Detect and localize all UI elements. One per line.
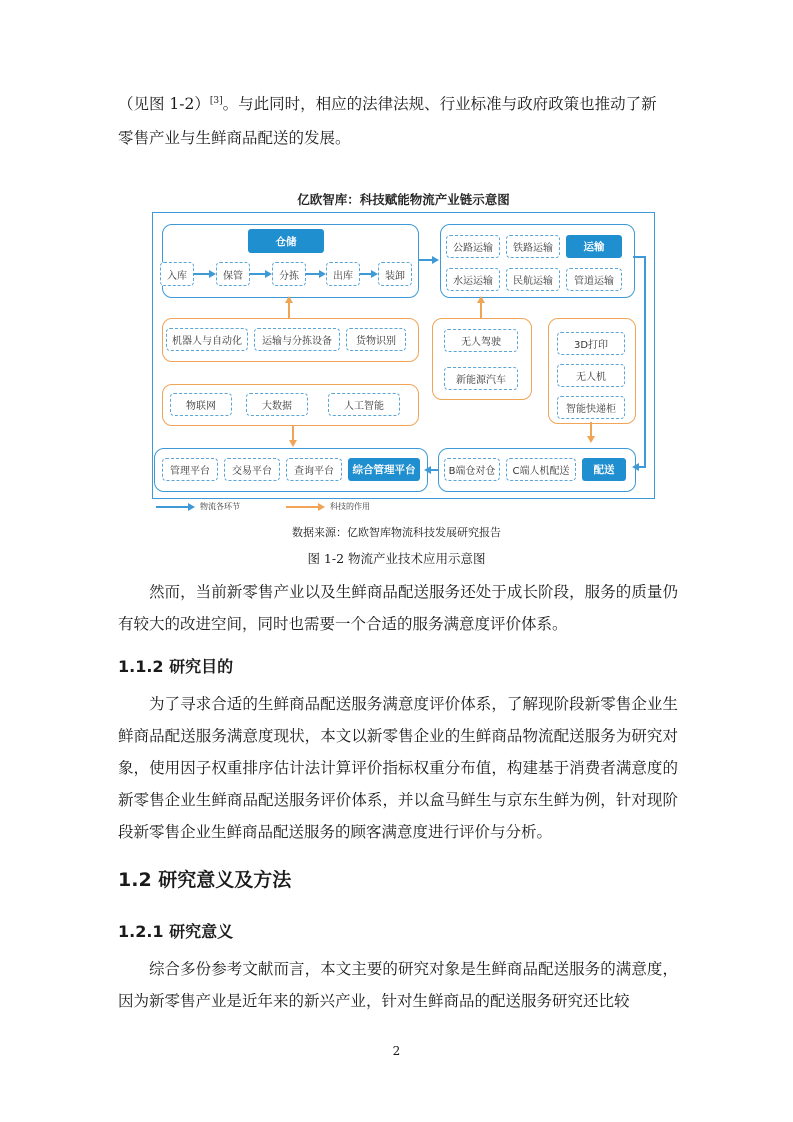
paragraph-research-significance: 综合多份参考文献而言，本文主要的研究对象是生鲜商品配送服务的满意度，因为新零售产业是近年来的新兴产业，针对生鲜商品的配送服务研究还比较 (118, 960, 678, 1010)
delivery-item: C端人机配送 (506, 458, 576, 481)
citation-ref[interactable]: [3] (209, 95, 223, 106)
paragraph-after-figure: 然而，当前新零售产业以及生鲜商品配送服务还处于成长阶段，服务的质量仍有较大的改进空间，同时也需要一个合适的服务满意度评价体系。 (118, 583, 678, 633)
tech-delivery-item: 智能快递柜 (557, 396, 625, 419)
platform-item: 查询平台 (286, 458, 342, 481)
tech-arrow-line (480, 302, 482, 318)
flow-arrow-head (371, 270, 378, 278)
page-number: 2 (392, 1044, 401, 1058)
flow-arrow-head (319, 270, 326, 278)
intro-line-1 (118, 88, 698, 120)
logistics-figure (150, 190, 657, 515)
platform-item: 管理平台 (162, 458, 218, 481)
intro-text-post: 。与此同时，相应的法律法规、行业标准与政府政策也推动了新 (222, 95, 657, 113)
intro-text-pre: （见图 1-2） (118, 95, 210, 113)
tech-warehouse-item: 运输与分拣设备 (254, 328, 340, 351)
tech-arrow-line (288, 302, 290, 318)
flow-arrow-line (250, 273, 265, 275)
legend-orange-line (286, 506, 318, 508)
flow-arrow-line (360, 273, 371, 275)
section-heading-1-1-2: 1.1.2 研究目的 (118, 657, 234, 676)
tech-arrow-line (292, 426, 294, 440)
flow-arrow-head (432, 256, 439, 264)
transport-item: 水运运输 (446, 268, 500, 291)
tech-platform-item: 人工智能 (328, 393, 400, 416)
transport-item: 铁路运输 (506, 235, 560, 258)
tech-warehouse-item: 机器人与自动化 (166, 328, 248, 351)
tech-arrow-head (477, 296, 485, 303)
paragraph-research-goal: 为了寻求合适的生鲜商品配送服务满意度评价体系，了解现阶段新零售企业生鲜商品配送服务满意度现状，本文以新零售企业的生鲜商品物流配送服务为研究对象，使用因子权重排序估计法计算评价指标权重分布值，构建基于消费者满意度的新零售企业生鲜商品配送服务评价体系，并以盒马鲜生与京东生鲜为例，针对现阶段新零售企业生鲜商品配送服务的顾客满意度进行评价与分析。 (118, 695, 678, 841)
flow-arrow-line (306, 273, 319, 275)
flow-arrow-head (424, 466, 431, 474)
warehouse-step: 出库 (326, 262, 360, 286)
figure-source: 数据来源：亿欧智库物流科技发展研究报告 (292, 526, 501, 539)
platform-main-label: 综合管理平台 (348, 458, 420, 481)
transport-label: 运输 (566, 235, 622, 258)
flow-connector-line (644, 256, 646, 468)
figure-title: 亿欧智库：科技赋能物流产业链示意图 (297, 192, 510, 207)
flow-connector-line (638, 466, 646, 468)
tech-platform-item: 大数据 (246, 393, 308, 416)
legend-orange-label: 科技的作用 (330, 502, 370, 511)
legend-blue-label: 物流各环节 (200, 502, 240, 511)
delivery-item: B端仓对仓 (444, 458, 500, 481)
tech-arrow-head (587, 436, 595, 443)
tech-arrow-head (289, 440, 297, 447)
tech-delivery-item: 无人机 (557, 364, 625, 387)
transport-item: 公路运输 (446, 235, 500, 258)
delivery-label: 配送 (582, 458, 626, 481)
tech-delivery-item: 3D打印 (557, 332, 625, 355)
figure-caption: 图 1-2 物流产业技术应用示意图 (307, 551, 486, 566)
intro-line-2: 零售产业与生鲜商品配送的发展。 (118, 129, 351, 147)
transport-item: 管道运输 (566, 268, 622, 291)
tech-transport-item: 无人驾驶 (444, 329, 518, 352)
tech-warehouse-item: 货物识别 (346, 328, 406, 351)
tech-transport-item: 新能源汽车 (444, 367, 518, 390)
flow-arrow-line (418, 259, 432, 261)
section-heading-1-2: 1.2 研究意义及方法 (118, 869, 292, 891)
flow-arrow-line (194, 273, 209, 275)
warehouse-step: 装卸 (378, 262, 412, 286)
flow-arrow-head (265, 270, 272, 278)
legend-orange-arrow (318, 503, 325, 511)
tech-arrow-line (590, 422, 592, 436)
platform-item: 交易平台 (224, 458, 280, 481)
legend-blue-arrow (188, 503, 195, 511)
transport-item: 民航运输 (506, 268, 560, 291)
legend-blue-line (156, 506, 188, 508)
warehouse-step: 入库 (160, 262, 194, 286)
warehouse-step: 保管 (216, 262, 250, 286)
tech-platform-item: 物联网 (170, 393, 232, 416)
warehouse-step: 分拣 (272, 262, 306, 286)
section-heading-1-2-1: 1.2.1 研究意义 (118, 922, 234, 941)
flow-arrow-head (209, 270, 216, 278)
warehouse-label: 仓储 (248, 229, 324, 253)
tech-arrow-head (285, 296, 293, 303)
